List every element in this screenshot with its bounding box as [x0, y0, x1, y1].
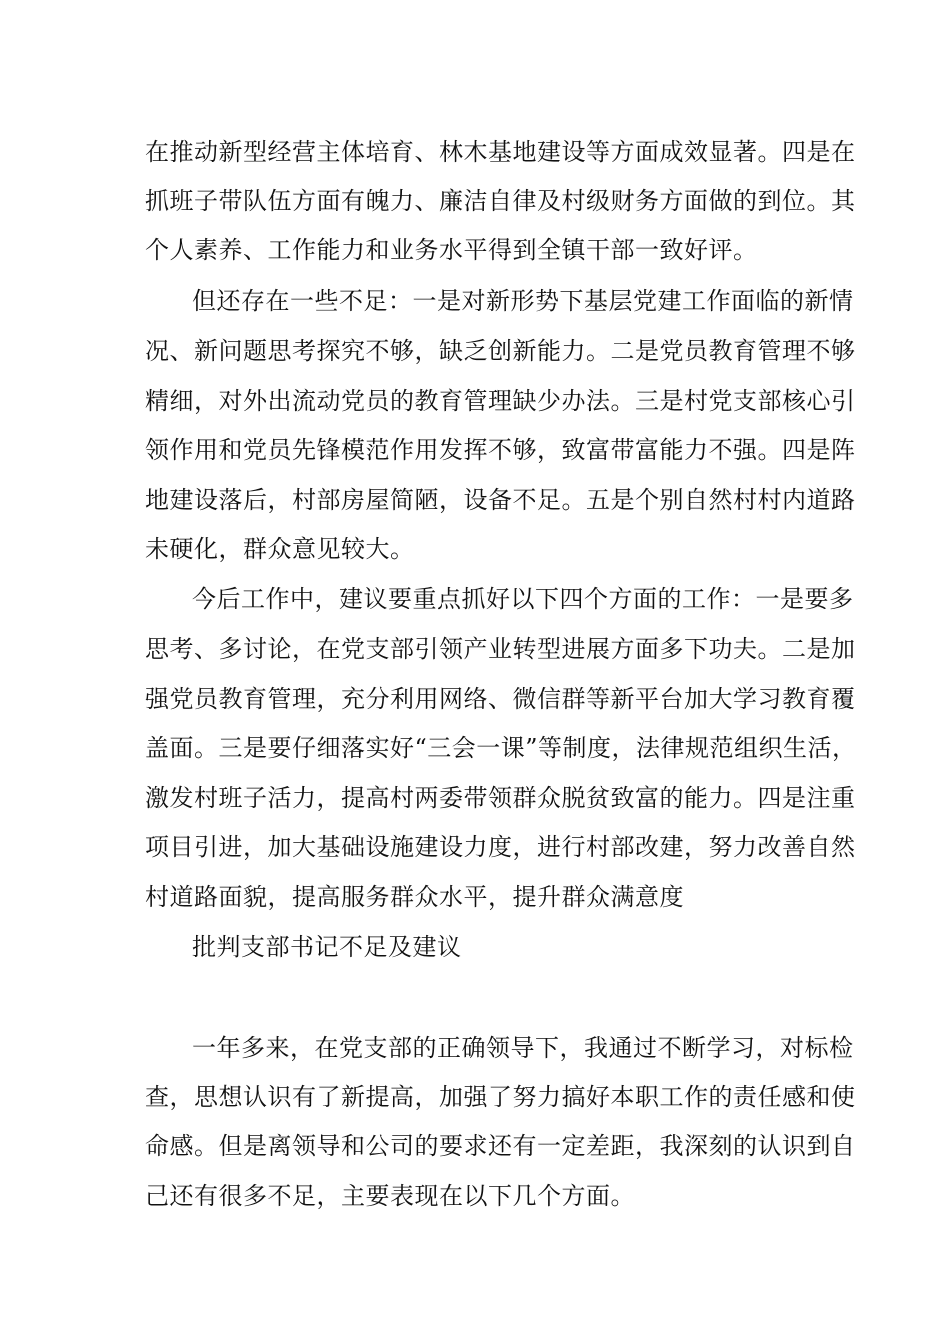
paragraph-4-line: 一年多来，在党支部的正确领导下，我通过不断学习，对标检: [192, 1034, 854, 1062]
paragraph-3-line: 激发村班子活力，提高村两委带领群众脱贫致富的能力。四是注重: [145, 784, 856, 812]
paragraph-2-line: 地建设落后，村部房屋简陋，设备不足。五是个别自然村村内道路: [145, 486, 856, 514]
paragraph-2-line: 况、新问题思考探究不够，缺乏创新能力。二是党员教育管理不够: [145, 337, 856, 365]
paragraph-2-line: 但还存在一些不足：一是对新形势下基层党建工作面临的新情: [192, 287, 854, 315]
paragraph-2-line: 精细，对外出流动党员的教育管理缺少办法。三是村党支部核心引: [145, 387, 856, 415]
paragraph-4-line: 查，思想认识有了新提高，加强了努力搞好本职工作的责任感和使: [145, 1083, 856, 1111]
paragraph-4-line: 命感。但是离领导和公司的要求还有一定差距，我深刻的认识到自: [145, 1132, 856, 1160]
paragraph-3-line: 项目引进，加大基础设施建设力度，进行村部改建，努力改善自然: [145, 833, 856, 861]
paragraph-3-line: 思考、多讨论，在党支部引领产业转型进展方面多下功夫。二是加: [145, 635, 856, 663]
section-heading: 批判支部书记不足及建议: [192, 933, 462, 961]
paragraph-3-line: 盖面。三是要仔细落实好“三会一课”等制度，法律规范组织生活，: [145, 734, 857, 762]
paragraph-3-line: 今后工作中，建议要重点抓好以下四个方面的工作：一是要多: [192, 585, 854, 613]
paragraph-3-line: 村道路面貌，提高服务群众水平，提升群众满意度: [145, 883, 684, 911]
paragraph-1-line: 在推动新型经营主体培育、林木基地建设等方面成效显著。四是在: [145, 138, 856, 166]
paragraph-1-line: 个人素养、工作能力和业务水平得到全镇干部一致好评。: [145, 236, 758, 264]
paragraph-1-line: 抓班子带队伍方面有魄力、廉洁自律及村级财务方面做的到位。其: [145, 187, 856, 215]
paragraph-4-line: 己还有很多不足，主要表现在以下几个方面。: [145, 1182, 635, 1210]
paragraph-2-line: 未硬化，群众意见较大。: [145, 535, 415, 563]
paragraph-3-line: 强党员教育管理，充分利用网络、微信群等新平台加大学习教育覆: [145, 685, 856, 713]
paragraph-2-line: 领作用和党员先锋模范作用发挥不够，致富带富能力不强。四是阵: [145, 436, 856, 464]
